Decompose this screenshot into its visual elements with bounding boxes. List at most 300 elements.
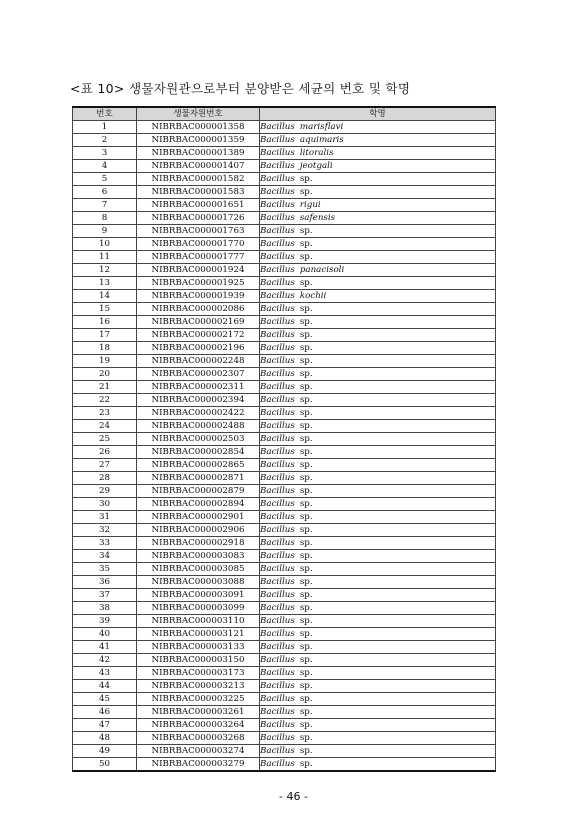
table-row (73, 134, 496, 147)
table-row (73, 316, 496, 329)
scientific-name (260, 147, 496, 160)
genus-name: Bacillus (260, 616, 295, 626)
resource-id: NIBRBAC000001651 (137, 199, 260, 212)
genus-name: Bacillus (260, 499, 295, 509)
genus-name: Bacillus (260, 460, 295, 470)
genus-name: Bacillus (260, 759, 295, 769)
species-name: sp. (299, 720, 313, 730)
row-number: 36 (73, 576, 137, 589)
species-name: sp. (299, 707, 313, 717)
species-name: sp. (299, 382, 313, 392)
row-number: 42 (73, 654, 137, 667)
resource-id: NIBRBAC000003261 (137, 706, 260, 719)
row-number: 44 (73, 680, 137, 693)
resource-id: NIBRBAC000002169 (137, 316, 260, 329)
row-number: 9 (73, 225, 137, 238)
species-name: sp. (299, 395, 313, 405)
scientific-name (260, 407, 496, 420)
scientific-name (260, 524, 496, 537)
table-row (73, 446, 496, 459)
resource-id: NIBRBAC000002865 (137, 459, 260, 472)
table-row (73, 719, 496, 732)
table-row (73, 121, 496, 134)
scientific-name (260, 264, 496, 277)
genus-name: Bacillus (260, 668, 295, 678)
species-name: sp. (299, 616, 313, 626)
scientific-name (260, 433, 496, 446)
resource-id: NIBRBAC000001582 (137, 173, 260, 186)
scientific-name (260, 251, 496, 264)
row-number: 50 (73, 758, 137, 772)
species-name: sp. (299, 538, 313, 548)
genus-name: Bacillus (260, 356, 295, 366)
genus-name: Bacillus (260, 317, 295, 327)
table-row (73, 147, 496, 160)
genus-name: Bacillus (260, 551, 295, 561)
genus-name: Bacillus (260, 746, 295, 756)
row-number: 29 (73, 485, 137, 498)
genus-name: Bacillus (260, 642, 295, 652)
scientific-name (260, 563, 496, 576)
scientific-name (260, 472, 496, 485)
genus-name: Bacillus (260, 161, 295, 171)
resource-id: NIBRBAC000002394 (137, 394, 260, 407)
row-number: 45 (73, 693, 137, 706)
row-number: 46 (73, 706, 137, 719)
scientific-name (260, 420, 496, 433)
resource-id: NIBRBAC000002854 (137, 446, 260, 459)
table-row (73, 641, 496, 654)
row-number: 41 (73, 641, 137, 654)
scientific-name (260, 641, 496, 654)
genus-name: Bacillus (260, 733, 295, 743)
species-name: rigui (299, 200, 321, 210)
row-number: 24 (73, 420, 137, 433)
scientific-name (260, 446, 496, 459)
row-number: 26 (73, 446, 137, 459)
table-row (73, 212, 496, 225)
table-row (73, 732, 496, 745)
genus-name: Bacillus (260, 538, 295, 548)
species-name: sp. (299, 590, 313, 600)
table-row (73, 251, 496, 264)
resource-id: NIBRBAC000002086 (137, 303, 260, 316)
table-row (73, 537, 496, 550)
resource-id: NIBRBAC000002918 (137, 537, 260, 550)
row-number: 35 (73, 563, 137, 576)
species-name: sp. (299, 421, 313, 431)
resource-id: NIBRBAC000003099 (137, 602, 260, 615)
table-row (73, 667, 496, 680)
row-number: 21 (73, 381, 137, 394)
table-row (73, 290, 496, 303)
genus-name: Bacillus (260, 265, 295, 275)
genus-name: Bacillus (260, 122, 295, 132)
resource-id: NIBRBAC000002307 (137, 368, 260, 381)
header-scientific-name: 학명 (260, 107, 496, 121)
resource-id: NIBRBAC000003110 (137, 615, 260, 628)
species-name: sp. (299, 733, 313, 743)
row-number: 14 (73, 290, 137, 303)
species-name: sp. (299, 239, 313, 249)
table-row (73, 745, 496, 758)
row-number: 25 (73, 433, 137, 446)
row-number: 27 (73, 459, 137, 472)
resource-id: NIBRBAC000002901 (137, 511, 260, 524)
row-number: 32 (73, 524, 137, 537)
table-row (73, 459, 496, 472)
scientific-name (260, 628, 496, 641)
row-number: 19 (73, 355, 137, 368)
species-name: sp. (299, 447, 313, 457)
resource-id: NIBRBAC000001924 (137, 264, 260, 277)
row-number: 5 (73, 173, 137, 186)
species-name: sp. (299, 681, 313, 691)
genus-name: Bacillus (260, 239, 295, 249)
genus-name: Bacillus (260, 655, 295, 665)
resource-id: NIBRBAC000002196 (137, 342, 260, 355)
scientific-name (260, 615, 496, 628)
genus-name: Bacillus (260, 421, 295, 431)
scientific-name (260, 160, 496, 173)
resource-id: NIBRBAC000001358 (137, 121, 260, 134)
species-name: sp. (299, 252, 313, 262)
genus-name: Bacillus (260, 187, 295, 197)
table-row (73, 680, 496, 693)
scientific-name (260, 654, 496, 667)
table-row (73, 342, 496, 355)
table-row (73, 238, 496, 251)
scientific-name (260, 199, 496, 212)
genus-name: Bacillus (260, 200, 295, 210)
genus-name: Bacillus (260, 148, 295, 158)
scientific-name (260, 186, 496, 199)
genus-name: Bacillus (260, 629, 295, 639)
table-row (73, 186, 496, 199)
row-number: 3 (73, 147, 137, 160)
scientific-name (260, 667, 496, 680)
resource-id: NIBRBAC000002871 (137, 472, 260, 485)
scientific-name (260, 758, 496, 772)
row-number: 28 (73, 472, 137, 485)
genus-name: Bacillus (260, 278, 295, 288)
row-number: 38 (73, 602, 137, 615)
scientific-name (260, 485, 496, 498)
row-number: 10 (73, 238, 137, 251)
genus-name: Bacillus (260, 434, 295, 444)
resource-id: NIBRBAC000002503 (137, 433, 260, 446)
genus-name: Bacillus (260, 694, 295, 704)
row-number: 16 (73, 316, 137, 329)
row-number: 34 (73, 550, 137, 563)
species-name: sp. (299, 369, 313, 379)
row-number: 31 (73, 511, 137, 524)
genus-name: Bacillus (260, 564, 295, 574)
species-name: aquimaris (299, 135, 344, 145)
table-row (73, 654, 496, 667)
species-name: sp. (299, 187, 313, 197)
scientific-name (260, 576, 496, 589)
genus-name: Bacillus (260, 369, 295, 379)
scientific-name (260, 134, 496, 147)
species-name: panacisoli (299, 265, 345, 275)
scientific-name (260, 342, 496, 355)
row-number: 13 (73, 277, 137, 290)
species-name: sp. (299, 174, 313, 184)
species-name: sp. (299, 668, 313, 678)
species-name: marisflavi (299, 122, 344, 132)
row-number: 15 (73, 303, 137, 316)
row-number: 47 (73, 719, 137, 732)
resource-id: NIBRBAC000003133 (137, 641, 260, 654)
resource-id: NIBRBAC000003274 (137, 745, 260, 758)
genus-name: Bacillus (260, 252, 295, 262)
resource-id: NIBRBAC000002311 (137, 381, 260, 394)
table-row (73, 524, 496, 537)
genus-name: Bacillus (260, 525, 295, 535)
resource-id: NIBRBAC000003264 (137, 719, 260, 732)
scientific-name (260, 329, 496, 342)
table-row (73, 550, 496, 563)
table-row (73, 433, 496, 446)
genus-name: Bacillus (260, 577, 295, 587)
scientific-name (260, 238, 496, 251)
species-name: sp. (299, 525, 313, 535)
scientific-name (260, 394, 496, 407)
genus-name: Bacillus (260, 135, 295, 145)
genus-name: Bacillus (260, 681, 295, 691)
scientific-name (260, 121, 496, 134)
species-name: sp. (299, 759, 313, 769)
table-row (73, 303, 496, 316)
genus-name: Bacillus (260, 304, 295, 314)
resource-id: NIBRBAC000001763 (137, 225, 260, 238)
species-name: sp. (299, 356, 313, 366)
genus-name: Bacillus (260, 408, 295, 418)
species-name: sp. (299, 499, 313, 509)
resource-id: NIBRBAC000003088 (137, 576, 260, 589)
resource-id: NIBRBAC000001389 (137, 147, 260, 160)
species-name: sp. (299, 577, 313, 587)
scientific-name (260, 316, 496, 329)
row-number: 7 (73, 199, 137, 212)
table-row (73, 420, 496, 433)
scientific-name (260, 212, 496, 225)
scientific-name (260, 290, 496, 303)
row-number: 22 (73, 394, 137, 407)
species-name: sp. (299, 642, 313, 652)
resource-id: NIBRBAC000003150 (137, 654, 260, 667)
species-name: sp. (299, 486, 313, 496)
scientific-name (260, 381, 496, 394)
genus-name: Bacillus (260, 291, 295, 301)
resource-id: NIBRBAC000003083 (137, 550, 260, 563)
table-row (73, 498, 496, 511)
genus-name: Bacillus (260, 486, 295, 496)
species-name: litoralis (299, 148, 334, 158)
resource-id: NIBRBAC000001939 (137, 290, 260, 303)
row-number: 23 (73, 407, 137, 420)
scientific-name (260, 225, 496, 238)
table-row (73, 394, 496, 407)
species-name: safensis (299, 213, 336, 223)
table-row (73, 576, 496, 589)
genus-name: Bacillus (260, 226, 295, 236)
header-resource-id: 생물자원번호 (137, 107, 260, 121)
table-row (73, 706, 496, 719)
table-row (73, 758, 496, 772)
species-name: sp. (299, 512, 313, 522)
resource-id: NIBRBAC000001583 (137, 186, 260, 199)
resource-id: NIBRBAC000001925 (137, 277, 260, 290)
genus-name: Bacillus (260, 590, 295, 600)
species-name: sp. (299, 317, 313, 327)
resource-id: NIBRBAC000002894 (137, 498, 260, 511)
scientific-name (260, 550, 496, 563)
scientific-name (260, 589, 496, 602)
scientific-name (260, 537, 496, 550)
scientific-name (260, 693, 496, 706)
table-row (73, 199, 496, 212)
row-number: 18 (73, 342, 137, 355)
scientific-name (260, 602, 496, 615)
species-name: sp. (299, 694, 313, 704)
resource-id: NIBRBAC000003091 (137, 589, 260, 602)
species-name: kochii (299, 291, 327, 301)
resource-id: NIBRBAC000003213 (137, 680, 260, 693)
table-row (73, 160, 496, 173)
resource-id: NIBRBAC000002906 (137, 524, 260, 537)
species-name: sp. (299, 551, 313, 561)
species-name: sp. (299, 304, 313, 314)
resource-id: NIBRBAC000002172 (137, 329, 260, 342)
resource-id: NIBRBAC000001777 (137, 251, 260, 264)
species-name: sp. (299, 343, 313, 353)
species-name: sp. (299, 434, 313, 444)
resource-id: NIBRBAC000003268 (137, 732, 260, 745)
row-number: 17 (73, 329, 137, 342)
table-row (73, 511, 496, 524)
table-row (73, 615, 496, 628)
row-number: 49 (73, 745, 137, 758)
resource-id: NIBRBAC000003121 (137, 628, 260, 641)
species-name: sp. (299, 629, 313, 639)
species-name: sp. (299, 226, 313, 236)
species-name: sp. (299, 330, 313, 340)
resource-id: NIBRBAC000001770 (137, 238, 260, 251)
scientific-name (260, 732, 496, 745)
resource-id: NIBRBAC000001726 (137, 212, 260, 225)
row-number: 43 (73, 667, 137, 680)
table-row (73, 329, 496, 342)
scientific-name (260, 368, 496, 381)
scientific-name (260, 277, 496, 290)
scientific-name (260, 745, 496, 758)
species-name: sp. (299, 603, 313, 613)
row-number: 6 (73, 186, 137, 199)
resource-id: NIBRBAC000003279 (137, 758, 260, 772)
species-name: sp. (299, 655, 313, 665)
row-number: 4 (73, 160, 137, 173)
resource-id: NIBRBAC000002488 (137, 420, 260, 433)
scientific-name (260, 719, 496, 732)
table-row (73, 355, 496, 368)
genus-name: Bacillus (260, 447, 295, 457)
page-number: - 46 - (279, 790, 308, 803)
table-row (73, 225, 496, 238)
row-number: 48 (73, 732, 137, 745)
genus-name: Bacillus (260, 473, 295, 483)
species-name: sp. (299, 564, 313, 574)
table-row (73, 264, 496, 277)
row-number: 39 (73, 615, 137, 628)
scientific-name (260, 498, 496, 511)
scientific-name (260, 706, 496, 719)
table-row (73, 381, 496, 394)
row-number: 12 (73, 264, 137, 277)
table-row (73, 277, 496, 290)
resource-id: NIBRBAC000003085 (137, 563, 260, 576)
species-name: sp. (299, 746, 313, 756)
table-row (73, 628, 496, 641)
species-name: jeotgali (299, 161, 333, 171)
species-name: sp. (299, 460, 313, 470)
species-name: sp. (299, 473, 313, 483)
genus-name: Bacillus (260, 382, 295, 392)
genus-name: Bacillus (260, 330, 295, 340)
genus-name: Bacillus (260, 707, 295, 717)
table-row (73, 589, 496, 602)
table-row (73, 368, 496, 381)
row-number: 33 (73, 537, 137, 550)
table-row (73, 602, 496, 615)
row-number: 11 (73, 251, 137, 264)
scientific-name (260, 459, 496, 472)
row-number: 40 (73, 628, 137, 641)
table-row (73, 173, 496, 186)
resource-id: NIBRBAC000001359 (137, 134, 260, 147)
table-row (73, 407, 496, 420)
scientific-name (260, 303, 496, 316)
table-row (73, 693, 496, 706)
species-name: sp. (299, 408, 313, 418)
resource-id: NIBRBAC000002422 (137, 407, 260, 420)
row-number: 2 (73, 134, 137, 147)
genus-name: Bacillus (260, 603, 295, 613)
resource-id: NIBRBAC000002248 (137, 355, 260, 368)
genus-name: Bacillus (260, 213, 295, 223)
row-number: 37 (73, 589, 137, 602)
row-number: 8 (73, 212, 137, 225)
table-header-row (73, 107, 496, 121)
resource-id: NIBRBAC000003225 (137, 693, 260, 706)
genus-name: Bacillus (260, 343, 295, 353)
table-row (73, 485, 496, 498)
table-caption: <표 10> 생물자원관으로부터 분양받은 세균의 번호 및 학명 (70, 81, 411, 96)
scientific-name (260, 173, 496, 186)
scientific-name (260, 355, 496, 368)
species-name: sp. (299, 278, 313, 288)
table-row (73, 563, 496, 576)
resource-id: NIBRBAC000001407 (137, 160, 260, 173)
table-row (73, 472, 496, 485)
resource-id: NIBRBAC000003173 (137, 667, 260, 680)
genus-name: Bacillus (260, 512, 295, 522)
genus-name: Bacillus (260, 174, 295, 184)
scientific-name (260, 511, 496, 524)
resource-id: NIBRBAC000002879 (137, 485, 260, 498)
genus-name: Bacillus (260, 720, 295, 730)
